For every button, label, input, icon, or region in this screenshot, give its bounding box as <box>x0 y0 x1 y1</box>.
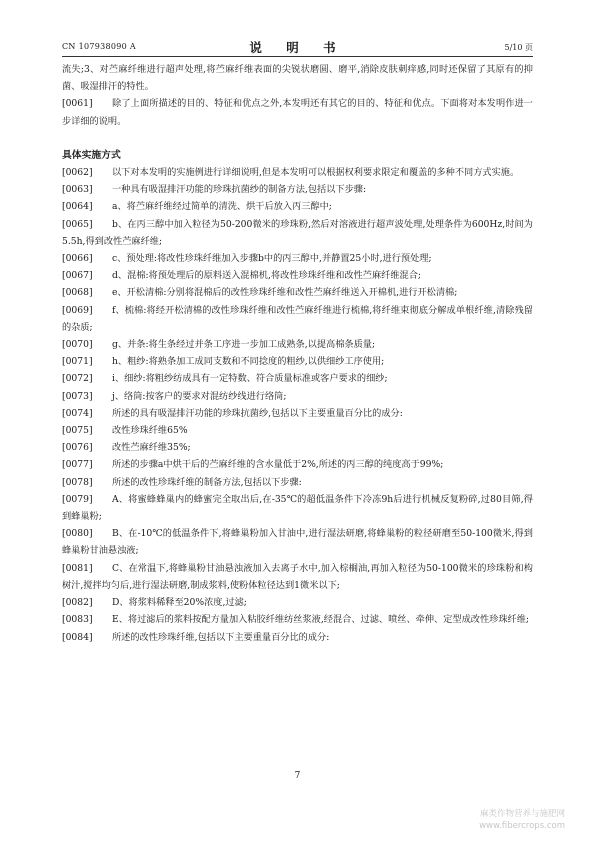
paragraph <box>62 198 533 215</box>
paragraph-number: [0075] <box>62 425 93 437</box>
watermark <box>479 808 565 832</box>
document-body <box>62 61 533 646</box>
paragraph-text: 所述的步骤a中烘干后的苎麻纤维的含水量低于2%,所述的丙三醇的纯度高于99%; <box>112 459 444 471</box>
paragraph-number: [0071] <box>62 356 93 368</box>
paragraph-number: [0070] <box>62 339 93 351</box>
paragraph-text: A、将蜜蜂蜂巢内的蜂蜜完全取出后,在-35℃的超低温条件下冷冻9h后进行机械反复粉碎,过80目筛,得到蜂巢粉; <box>62 493 533 523</box>
paragraph <box>62 181 533 198</box>
paragraph <box>62 353 533 370</box>
watermark-line-1: 麻类作物营养与施肥网 <box>479 809 565 819</box>
paragraph <box>62 250 533 267</box>
paragraph-text: f、梳棉:将经开松清棉的改性珍珠纤维和改性苎麻纤维进行梳棉,将纤维束彻底分解成单根纤维,清除残留的杂质; <box>62 304 533 333</box>
page-label: 5/10 页 <box>504 43 533 52</box>
paragraph-text: j、络筒:按客户的要求对混纺纱线进行络筒; <box>112 390 287 402</box>
paragraph-number: [0081] <box>62 562 93 574</box>
paragraph-text: D、将浆料稀释至20%浓度,过滤; <box>112 597 247 609</box>
paragraph-number: [0073] <box>62 390 93 402</box>
paragraph-number: [0062] <box>62 167 93 179</box>
paragraph <box>62 61 533 95</box>
paragraph-text: 以下对本发明的实施例进行详细说明,但是本发明可以根据权利要求限定和覆盖的多种不同方式实施。 <box>112 167 520 179</box>
paragraph-text: h、粗纱:将熟条加工成同支数和不同捻度的粗纱,以供细纱工序使用; <box>112 356 385 368</box>
paragraph <box>62 267 533 284</box>
paragraph-text: i、细纱:将粗纱纺成具有一定特数、符合质量标准或客户要求的细纱; <box>112 373 388 385</box>
paragraph-number: [0074] <box>62 407 93 419</box>
paragraph-number: [0083] <box>62 614 93 626</box>
document-number: CN 107938090 A <box>62 42 136 51</box>
paragraph <box>62 370 533 387</box>
paragraph-number: [0077] <box>62 459 93 471</box>
paragraph-number: [0068] <box>62 287 93 299</box>
paragraph-number: [0069] <box>62 304 93 316</box>
paragraph-text: a、将苎麻纤维经过简单的清洗、烘干后放入丙三醇中; <box>112 201 332 213</box>
page-number: 7 <box>294 771 301 781</box>
paragraph-text: C、在常温下,将蜂巢粉甘油悬浊液加入去离子水中,加入棕榈油,再加入粒径为50-100微米的珍珠粉和构树汁,搅拌均匀后,进行湿法研磨,制成浆料,使粉体粒径达到1微米以下; <box>62 562 533 591</box>
paragraph-number: [0078] <box>62 476 93 488</box>
paragraph-text: 所述的改性珍珠纤维,包括以下主要重量百分比的成分: <box>112 631 330 643</box>
paragraph-number: [0084] <box>62 631 93 643</box>
paragraph-text: g、并条:将生条经过并条工序进一步加工成熟条,以提高棉条质量; <box>112 339 376 351</box>
paragraph <box>62 388 533 405</box>
paragraph-text: E、将过滤后的浆料按配方量加入粘胶纤维纺丝浆液,经混合、过滤、喷丝、牵伸、定型成改性珍珠纤维; <box>112 614 529 626</box>
paragraph-number: [0066] <box>62 253 93 265</box>
paragraph <box>62 422 533 439</box>
paragraph-text: 所述的改性珍珠纤维的制备方法,包括以下步骤: <box>112 476 302 488</box>
paragraph <box>62 611 533 628</box>
page-header <box>62 38 533 57</box>
paragraph-number: [0061] <box>62 98 93 110</box>
paragraph-number: [0080] <box>62 528 93 540</box>
paragraph <box>62 474 533 491</box>
paragraph-number: [0072] <box>62 373 93 385</box>
paragraph <box>62 560 533 594</box>
paragraph <box>62 525 533 559</box>
paragraph-text: 流失;3、对苎麻纤维进行超声处理,将苎麻纤维表面的尖锐状磨圆、磨平,消除皮肤刺痒感,同时还保留了其原有的抑菌、吸湿排汗的特性。 <box>62 64 533 93</box>
paragraph-text: 除了上面所描述的目的、特征和优点之外,本发明还有其它的目的、特征和优点。下面将对本发明作进一步详细的说明。 <box>62 98 533 127</box>
intro-section <box>62 61 533 130</box>
paragraph-number: [0067] <box>62 270 93 282</box>
paragraph-number: [0079] <box>62 493 93 505</box>
paragraph-text: c、预处理:将改性珍珠纤维加入步骤b中的丙三醇中,并静置25小时,进行预处理; <box>112 253 432 265</box>
paragraph-text: 所述的具有吸湿排汗功能的珍珠抗菌纱,包括以下主要重量百分比的成分: <box>112 407 403 419</box>
embodiment-section <box>62 164 533 646</box>
document-title: 说 明 书 <box>249 40 346 55</box>
paragraph-text: 改性苎麻纤维35%; <box>112 442 191 454</box>
section-title: 具体实施方式 <box>62 149 121 161</box>
paragraph <box>62 95 533 129</box>
paragraph <box>62 491 533 525</box>
paragraph <box>62 336 533 353</box>
paragraph <box>62 456 533 473</box>
paragraph-text: e、开松清棉:分别将混棉后的改性珍珠纤维和改性苎麻纤维送入开棉机,进行开松清棉; <box>112 287 458 299</box>
paragraph-text: 改性珍珠纤维65% <box>112 425 188 437</box>
paragraph-text: d、混棉:将预处理后的原料送入混棉机,将改性珍珠纤维和改性苎麻纤维混合; <box>112 270 421 282</box>
paragraph-text: B、在-10℃的低温条件下,将蜂巢粉加入甘油中,进行湿法研磨,将蜂巢粉的粒径研磨至50-100微米,得到蜂巢粉甘油悬浊液; <box>62 528 533 557</box>
paragraph <box>62 216 533 250</box>
paragraph-number: [0065] <box>62 218 93 230</box>
paragraph <box>62 405 533 422</box>
paragraph <box>62 284 533 301</box>
paragraph <box>62 439 533 456</box>
paragraph-number: [0082] <box>62 597 93 609</box>
watermark-line-2: www.fibercrops.com <box>479 821 565 831</box>
paragraph <box>62 164 533 181</box>
paragraph-text: 一种具有吸湿排汗功能的珍珠抗菌纱的制备方法,包括以下步骤: <box>112 184 367 196</box>
paragraph-text: b、在丙三醇中加入粒径为50-200微米的珍珠粉,然后对溶液进行超声波处理,处理条件为600Hz,时间为5.5h,得到改性苎麻纤维; <box>62 218 533 247</box>
paragraph <box>62 302 533 336</box>
paragraph-number: [0064] <box>62 201 93 213</box>
paragraph <box>62 629 533 646</box>
paragraph-number: [0063] <box>62 184 93 196</box>
paragraph-number: [0076] <box>62 442 93 454</box>
paragraph <box>62 594 533 611</box>
